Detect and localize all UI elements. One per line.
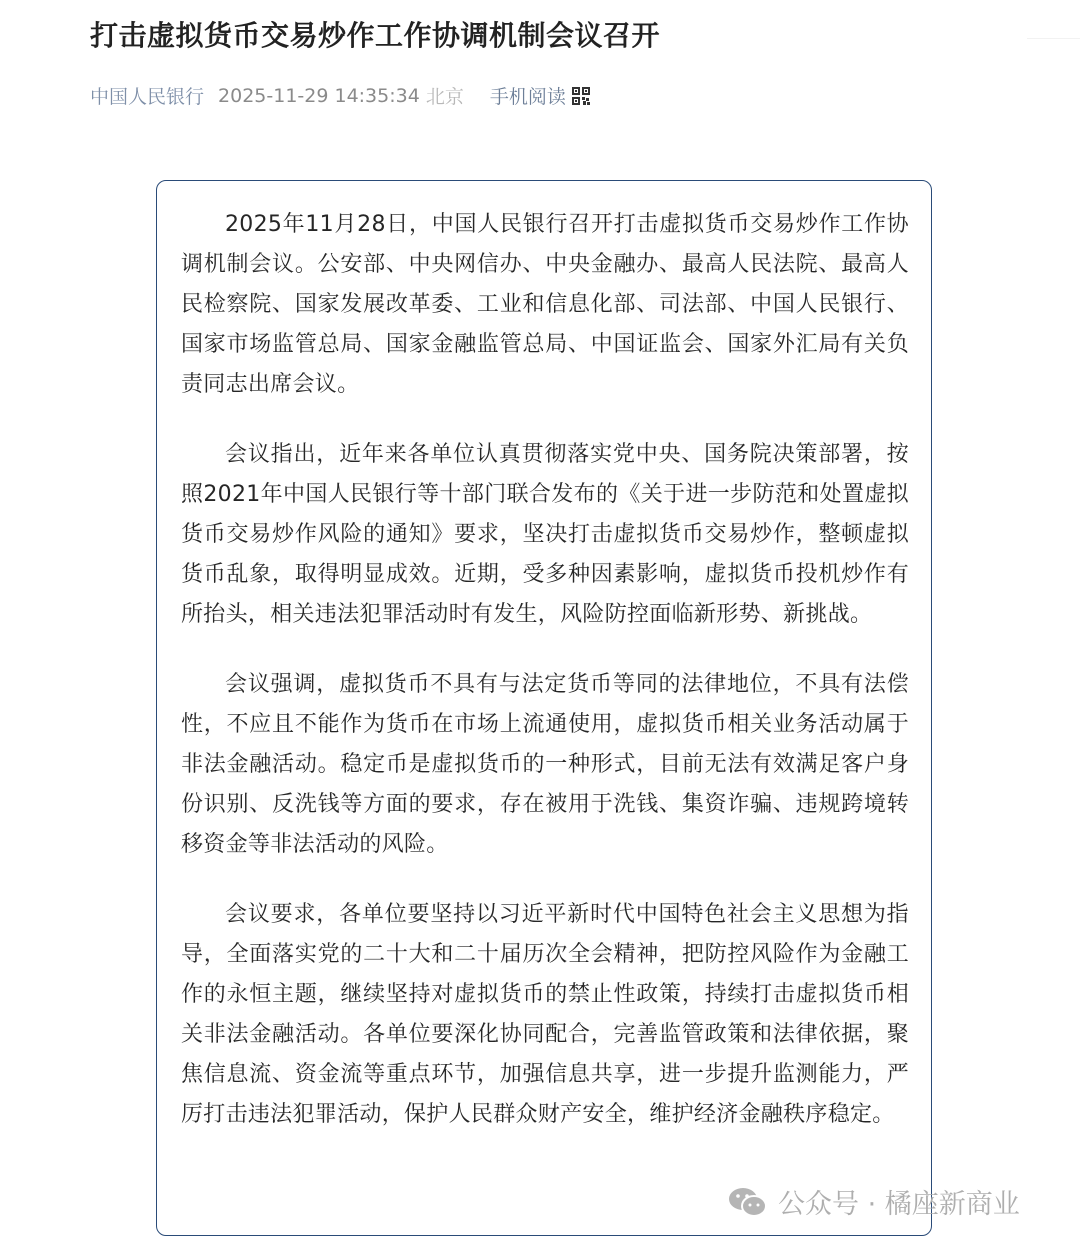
paragraph: 2025年11月28日，中国人民银行召开打击虚拟货币交易炒作工作协调机制会议。公安部、中央网信办、中央金融办、最高人民法院、最高人民检察院、国家发展改革委、工业和信息化部、司法部、中国人民银行、国家市场监管总局、国家金融监管总局、中国证监会、国家外汇局有关负责同志出席会议。 [181, 212, 909, 397]
source-link[interactable]: 中国人民银行 [90, 86, 205, 108]
qr-code-icon[interactable] [572, 87, 590, 105]
divider [1027, 38, 1080, 39]
page-title: 打击虚拟货币交易炒作工作协调机制会议召开 [90, 19, 661, 52]
wechat-icon [728, 1186, 768, 1218]
article-meta [90, 82, 590, 109]
watermark [728, 1182, 1020, 1221]
paragraph: 会议指出，近年来各单位认真贯彻落实党中央、国务院决策部署，按照2021年中国人民银行等十部门联合发布的《关于进一步防范和处置虚拟货币交易炒作风险的通知》要求，坚决打击虚拟货币交易炒作，整顿虚拟货币乱象，取得明显成效。近期，受多种因素影响，虚拟货币投机炒作有所抬头，相关违法犯罪活动时有发生，风险防控面临新形势、新挑战。 [181, 442, 909, 627]
paragraph: 会议要求，各单位要坚持以习近平新时代中国特色社会主义思想为指导，全面落实党的二十大和二十届历次全会精神，把防控风险作为金融工作的永恒主题，继续坚持对虚拟货币的禁止性政策，持续打击虚拟货币相关非法金融活动。各单位要深化协同配合，完善监管政策和法律依据，聚焦信息流、资金流等重点环节，加强信息共享，进一步提升监测能力，严厉打击违法犯罪活动，保护人民群众财产安全，维护经济金融秩序稳定。 [181, 902, 909, 1127]
watermark-text: 公众号 · 橘座新商业 [778, 1189, 1020, 1220]
article-body [156, 180, 932, 1236]
paragraph: 会议强调，虚拟货币不具有与法定货币等同的法律地位，不具有法偿性，不应且不能作为货币在市场上流通使用，虚拟货币相关业务活动属于非法金融活动。稳定币是虚拟货币的一种形式，目前无法有效满足客户身份识别、反洗钱等方面的要求，存在被用于洗钱、集资诈骗、违规跨境转移资金等非法活动的风险。 [181, 672, 909, 857]
publish-time: 2025-11-29 14:35:34 [218, 84, 420, 107]
location: 北京 [425, 86, 464, 108]
mobile-read-link[interactable]: 手机阅读 [489, 86, 566, 108]
